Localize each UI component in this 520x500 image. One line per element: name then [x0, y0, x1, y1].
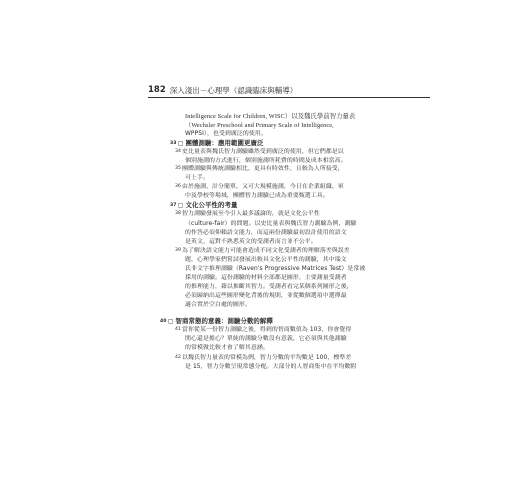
- line-text: 史比量表與魏氏智力測驗雖然受到廣泛的使用，但它們都是以: [182, 149, 344, 155]
- line-text: 氏非文字推理測驗（Raven's Progressive Matrices Test）是常被: [185, 266, 366, 272]
- line-text: 由於施測、計分簡單，又可大規模施測，今日在企業組織、軍: [182, 184, 344, 190]
- line-text: 當你從某一份智力測驗之後，得到的智商數值為 103，你會覺得: [182, 327, 352, 333]
- section-heading: 文化公平性的考量: [185, 201, 238, 209]
- line-text: 中及學校等場域，團體智力測驗已成為重要甄選工具。: [185, 193, 329, 199]
- text-line: [175, 355, 351, 362]
- text-line: [185, 230, 347, 237]
- text-line: [185, 266, 365, 273]
- line-text: 採用的測驗。這份測驗的材料全部都是圖形，主要測量受測者: [185, 275, 347, 281]
- running-title: 深入淺出－心理學（認識臨床與輔導）: [169, 86, 298, 95]
- page-number: 182: [148, 85, 166, 95]
- line-text: 個別施測的方式進行，個別施測所耗費的時間及成本相當高。: [185, 158, 347, 164]
- line-text: 開心還是擔心？單純的測驗分數沒有意義，它必須與其他測驗: [185, 336, 347, 342]
- line-text: 以魏氏智力量表的常模為例，智力分數的平均數是 100，標準差: [182, 355, 352, 361]
- text-line: [185, 336, 347, 343]
- line-marker: 37: [170, 202, 177, 208]
- line-text: 的推理能力，藉以推斷其智力。受測者看完某個系列圖形之後，: [185, 284, 353, 290]
- line-marker: 35: [175, 165, 182, 171]
- text-line: [185, 122, 334, 129]
- text-line: [185, 275, 347, 282]
- page-header: [148, 86, 297, 95]
- line-text: 團體測驗與傳統測驗相比，更具有時效性，且較為人所接受，: [182, 166, 344, 172]
- line-text: Intelligence Scale for Children, WISC）以及魏氏學前智力量表: [185, 113, 356, 120]
- text-line: [170, 202, 237, 210]
- text-line: [185, 239, 317, 246]
- line-text: 的常模做比較才會了解其意涵。: [185, 345, 269, 351]
- line-text: 為了解決語文能力可能會造成不同文化受測者的理解落差與誤差: [182, 248, 350, 254]
- text-line: [175, 184, 344, 191]
- text-line: [185, 364, 356, 371]
- line-text: （culture-fair）的問題。以史比量表與魏氏智力測驗為例，測驗: [185, 221, 357, 227]
- text-line: [185, 221, 356, 228]
- line-marker: 33: [170, 140, 177, 146]
- text-line: [175, 149, 344, 156]
- text-line: [170, 140, 263, 148]
- line-marker: 42: [175, 354, 182, 360]
- text-line: [175, 211, 320, 218]
- line-text: 是 15，智力分數呈現常態分配。大部分的人智商集中在平均數附: [185, 364, 357, 370]
- text-line: [175, 166, 344, 173]
- line-text: 題，心理學家們嘗試發展出較具文化公平性的測驗，其中瑞文: [185, 257, 347, 263]
- heading-square-icon: ▢: [177, 202, 184, 209]
- line-marker: 38: [175, 210, 182, 216]
- text-line: [185, 158, 347, 165]
- heading-square-icon: ▢: [167, 318, 174, 325]
- header-rule: [148, 97, 430, 98]
- line-marker: 34: [175, 148, 182, 154]
- line-marker: 36: [175, 183, 182, 189]
- text-line: [185, 345, 269, 352]
- text-line: [185, 113, 355, 120]
- heading-square-icon: ▢: [177, 140, 184, 147]
- line-text: 的作答必須仰賴語文能力，而這兩份測驗最初設計使用的語文: [185, 230, 347, 236]
- line-text: 必須歸納出這些圖形變化背後的規則，並從數個選項中選擇最: [185, 293, 347, 299]
- line-text: WPPSI），也受到廣泛的使用。: [185, 131, 267, 137]
- text-line: [185, 284, 353, 291]
- line-text: 智力測驗發展至今引人最多議論的，就是文化公平性: [182, 211, 320, 217]
- text-line: [175, 327, 351, 334]
- line-marker: 40: [160, 318, 167, 324]
- line-marker: 41: [175, 326, 182, 332]
- text-line: [185, 257, 347, 264]
- line-text: 可上手。: [185, 175, 209, 181]
- text-line: [185, 131, 267, 138]
- line-text: 適合置於空白處的圖形。: [185, 302, 251, 308]
- text-line: [185, 293, 347, 300]
- text-line: [185, 193, 329, 200]
- line-text: （Wechsler Preschool and Primary Scale of Intelligence,: [185, 122, 334, 129]
- section-heading: 團體測驗：應用範圍更廣泛: [185, 139, 264, 147]
- line-marker: 39: [175, 247, 182, 253]
- text-line: [185, 175, 209, 182]
- text-line: [175, 248, 350, 255]
- text-line: [185, 302, 251, 309]
- section-heading: 智商常態的意義：測驗分數的解釋: [175, 317, 273, 325]
- line-text: 是英文，這對不熟悉英文的受測者而言並不公平。: [185, 239, 317, 245]
- text-line: [160, 318, 273, 326]
